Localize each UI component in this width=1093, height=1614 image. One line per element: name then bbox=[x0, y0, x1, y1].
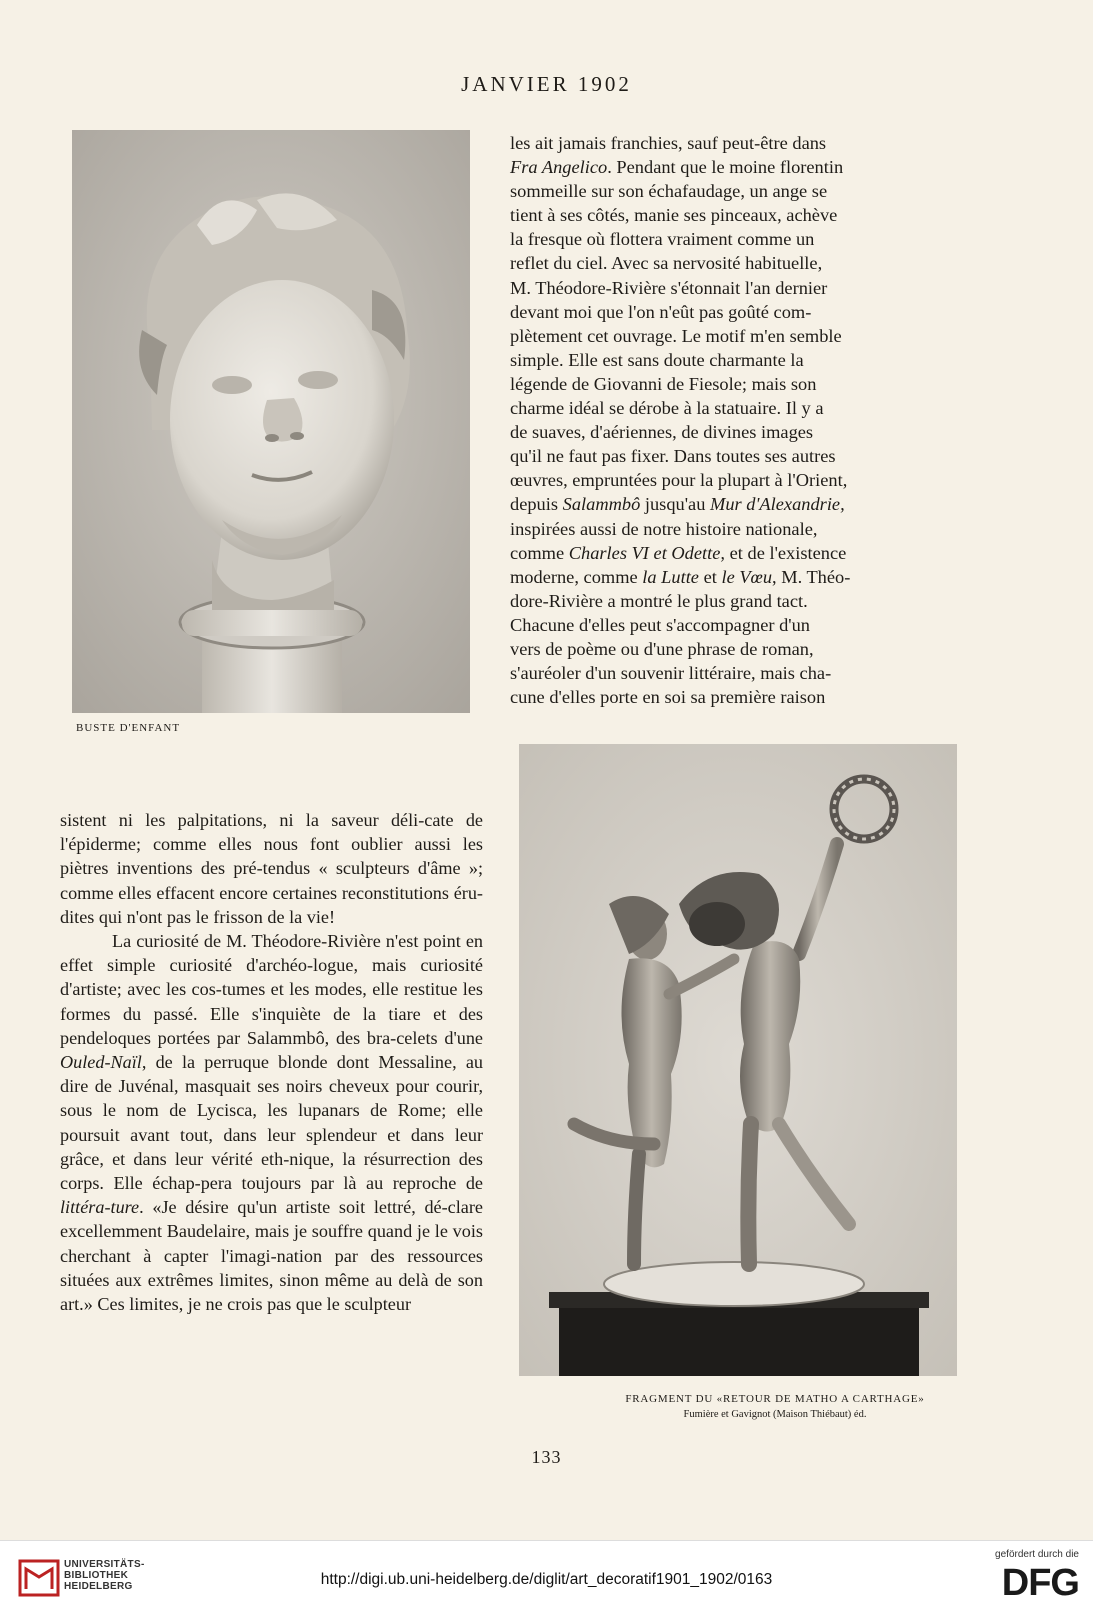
institution-line: HEIDELBERG bbox=[64, 1581, 133, 1592]
text-line: plètement cet ouvrage. Le motif m'en semble bbox=[510, 325, 842, 346]
source-url-link[interactable]: http://digi.ub.uni-heidelberg.de/diglit/art_decoratif1901_1902/0163 bbox=[320, 1571, 773, 1588]
child-bust-photo-icon bbox=[72, 130, 470, 713]
funded-by-label: gefördert durch die bbox=[995, 1549, 1079, 1560]
text-line: M. Théodore-Rivière s'étonnait l'an dernier bbox=[510, 277, 828, 298]
text-line: les ait jamais franchies, sauf peut-être dans bbox=[510, 133, 827, 153]
text-line: la fresque où flottera vraiment comme un bbox=[510, 229, 815, 250]
text-line: inspirées aussi de notre histoire nationale, bbox=[510, 518, 818, 539]
paragraph: sistent ni les palpitations, ni la saveur déli-cate de l'épiderme; comme elles nous font oublier aussi les piètres inventions des pré-tendus « sculpteurs d'âme »; comme elles effacent encore certaines reconstitutions éru-dites qui n'ont pas le frisson de la vie! bbox=[60, 810, 483, 927]
dfg-logo: DFG bbox=[1001, 1562, 1079, 1604]
text-line: tient à ses côtés, manie ses pinceaux, achève bbox=[510, 205, 838, 226]
page-number: 133 bbox=[531, 1447, 562, 1467]
running-title: JANVIER 1902 bbox=[461, 72, 632, 96]
text-line: depuis Salammbô jusqu'au Mur d'Alexandrie, bbox=[510, 494, 845, 515]
dancers-caption-credit: Fumière et Gavignot (Maison Thiébaut) éd. bbox=[683, 1409, 867, 1420]
text-line: de suaves, d'aériennes, de divines images bbox=[510, 422, 814, 443]
text-line: devant moi que l'on n'eût pas goûté com- bbox=[510, 301, 812, 322]
text-line: légende de Giovanni de Fiesole; mais son bbox=[510, 373, 817, 394]
text-line: Fra Angelico. Pendant que le moine florentin bbox=[510, 157, 844, 178]
text-line: sommeille sur son échafaudage, un ange se bbox=[510, 181, 828, 202]
text-line: comme Charles VI et Odette, et de l'existence bbox=[510, 542, 847, 563]
paragraph: La curiosité de M. Théodore-Rivière n'est point en effet simple curiosité d'archéo-logue, mais curiosité d'artiste; avec les cos-tumes et les modes, elle restitue les formes du passé. Elle s'inquiète de la tiare et des pendeloques portées par Salammbô, des bra-celets d'une Ouled-Naïl, de la perruque blonde dont Messaline, au dire de Juvénal, masquait ses noirs cheveux pour courir, sous le nom de Lycisca, les lupanars de Rome; elle poursuit avant tout, dans leur splendeur et dans leur grâce, et dans leur vérité eth-nique, la résurrection des corps. Elle échap-pera toujours par là au reproche de littéra-ture. «Je désire qu'un artiste soit lettré, dé-clare excellemment Baudelaire, mais je souffre quand je le vois cherchant à capter l'imagi-nation par des ressources situées aux extrêmes limites, sinon même au delà de son art.» Ces limites, je ne crois pas que le sculpteur bbox=[60, 931, 483, 1315]
text-line: cune d'elles porte en soi sa première raison bbox=[510, 687, 826, 708]
text-line: vers de poème ou d'une phrase de roman, bbox=[510, 638, 814, 659]
text-line: dore-Rivière a montré le plus grand tact. bbox=[510, 590, 808, 611]
bust-photo bbox=[72, 130, 470, 713]
bust-caption: BUSTE D'ENFANT bbox=[76, 722, 181, 734]
dancers-caption bbox=[580, 1393, 970, 1420]
institution-line: BIBLIOTHEK bbox=[64, 1570, 129, 1581]
text-line: qu'il ne faut pas fixer. Dans toutes ses autres bbox=[510, 446, 836, 467]
left-column-text bbox=[60, 808, 483, 1316]
dancers-photo bbox=[519, 744, 957, 1376]
text-line: s'auréoler d'un souvenir littéraire, mais cha- bbox=[510, 663, 832, 684]
text-line: simple. Elle est sans doute charmante la bbox=[510, 349, 804, 370]
institution-line: UNIVERSITÄTS- bbox=[64, 1559, 145, 1570]
dancers-caption-title: FRAGMENT DU «RETOUR DE MATHO A CARTHAGE» bbox=[625, 1393, 925, 1405]
text-line: Chacune d'elles peut s'accompagner d'un bbox=[510, 614, 810, 635]
text-line: charme idéal se dérobe à la statuaire. Il y a bbox=[510, 398, 824, 419]
dancers-sculpture-photo-icon bbox=[519, 744, 957, 1376]
right-column-text bbox=[510, 131, 932, 709]
text-line: reflet du ciel. Avec sa nervosité habituelle, bbox=[510, 253, 823, 274]
text-line: œuvres, empruntées pour la plupart à l'Orient, bbox=[510, 470, 848, 491]
text-line: moderne, comme la Lutte et le Vœu, M. Théo- bbox=[510, 566, 851, 587]
digitization-footer bbox=[0, 1540, 1093, 1614]
